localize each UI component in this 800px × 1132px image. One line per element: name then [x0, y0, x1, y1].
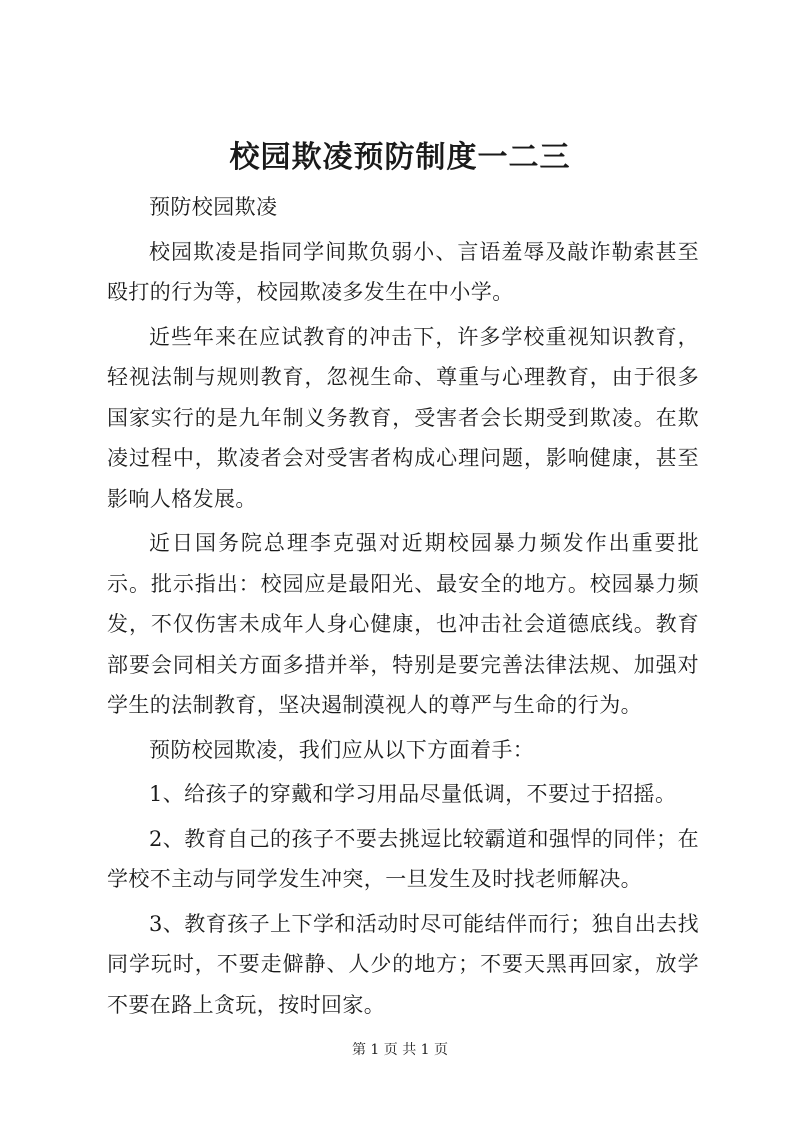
- paragraph-background: 近些年来在应试教育的冲击下，许多学校重视知识教育，轻视法制与规则教育，忽视生命、尊重与心理教育，由于很多国家实行的是九年制义务教育，受害者会长期受到欺凌。在欺凌过程中，欺凌者会对受害者构成心理问题，影响健康，甚至影响人格发展。: [107, 324, 699, 511]
- paragraph-measure-2: 2、教育自己的孩子不要去挑逗比较霸道和强悍的同伴；在学校不主动与同学发生冲突，一旦发生及时找老师解决。: [107, 826, 699, 891]
- document-body: [107, 187, 699, 1029]
- paragraph-instruction: 近日国务院总理李克强对近期校园暴力频发作出重要批示。批示指出：校园应是最阳光、最安全的地方。校园暴力频发，不仅伤害未成年人身心健康，也冲击社会道德底线。教育部要会同相关方面多措并举，特别是要完善法律法规、加强对学生的法制教育，坚决遏制漠视人的尊严与生命的行为。: [107, 531, 699, 717]
- paragraph-definition: 校园欺凌是指同学间欺负弱小、言语羞辱及敲诈勒索甚至殴打的行为等，校园欺凌多发生在中小学。: [107, 239, 699, 304]
- paragraph-measure-3: 3、教育孩子上下学和活动时尽可能结伴而行；独自出去找同学玩时，不要走僻静、人少的地方；不要天黑再回家，放学不要在路上贪玩，按时回家。: [107, 911, 699, 1017]
- paragraph-subtitle: 预防校园欺凌: [149, 195, 278, 219]
- document-title: 校园欺凌预防制度一二三: [229, 140, 571, 175]
- paragraph-measure-1: 1、给孩子的穿戴和学习用品尽量低调，不要过于招摇。: [149, 782, 677, 806]
- page-footer: 第 1 页 共 1 页: [351, 1042, 449, 1058]
- paragraph-measures-intro: 预防校园欺凌，我们应从以下方面着手：: [149, 737, 535, 762]
